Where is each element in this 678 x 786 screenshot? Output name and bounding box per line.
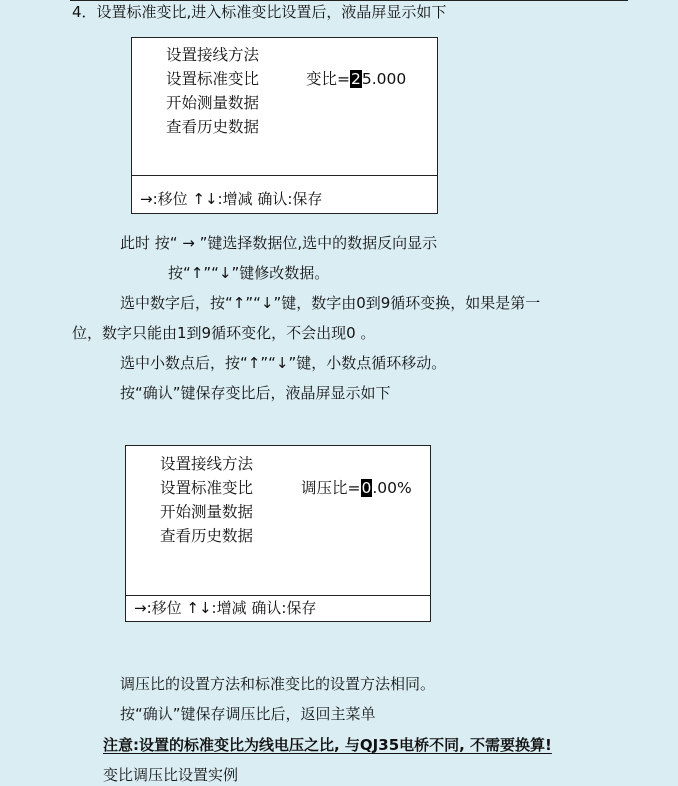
regulation-rest: .00%: [372, 479, 412, 497]
lcd-screen-ratio: [131, 37, 438, 214]
ratio-rest: 5.000: [361, 70, 407, 88]
menu-item-measure: 开始测量数据: [160, 503, 254, 521]
ratio-value: [306, 67, 406, 91]
paragraph-decimal: 选中小数点后，按“↑”“↓”键，小数点循环移动。: [120, 354, 447, 372]
lcd-menu: [166, 43, 259, 139]
lcd-key-hint: →:移位 ↑↓:增减 确认:保存: [134, 599, 317, 617]
paragraph-save: 按“确认”键保存变比后，液晶屏显示如下: [120, 384, 391, 402]
section-heading: 4．设置标准变比,进入标准变比设置后，液晶屏显示如下: [72, 3, 447, 21]
menu-item-measure: 开始测量数据: [166, 94, 260, 112]
regulation-label: 调压比=: [301, 479, 361, 497]
paragraph-digit-cycle-1: 选中数字后，按“↑”“↓”键，数字由0到9循环变换，如果是第一: [120, 294, 541, 312]
paragraph-modify: 按“↑”“↓”键修改数据。: [168, 264, 330, 282]
menu-item-ratio: 设置标准变比: [160, 479, 254, 497]
paragraph-same-method: 调压比的设置方法和标准变比的设置方法相同。: [120, 675, 436, 693]
menu-item-history: 查看历史数据: [160, 527, 254, 545]
example-caption: 变比调压比设置实例: [103, 766, 239, 784]
menu-item-wiring: 设置接线方法: [166, 46, 260, 64]
regulation-value: [301, 476, 412, 500]
paragraph-digit-cycle-2: 位，数字只能由1到9循环变化，不会出现0 。: [72, 324, 376, 342]
menu-item-wiring: 设置接线方法: [160, 455, 254, 473]
lcd-screen-regulation: [125, 445, 431, 622]
note-warning: 注意:设置的标准变比为线电压之比, 与QJ35电桥不同, 不需要换算!: [103, 736, 552, 754]
paragraph-select-digit: 此时 按“ → ”键选择数据位,选中的数据反向显示: [120, 234, 438, 252]
lcd-divider: [132, 175, 437, 176]
top-rule: [70, 0, 628, 1]
lcd-divider: [126, 595, 430, 596]
lcd-menu: [160, 452, 253, 548]
selected-digit: 0: [361, 479, 372, 497]
menu-item-history: 查看历史数据: [166, 118, 260, 136]
lcd-key-hint: →:移位 ↑↓:增减 确认:保存: [140, 190, 323, 208]
ratio-label: 变比=: [306, 70, 350, 88]
paragraph-return-menu: 按“确认”键保存调压比后，返回主菜单: [120, 705, 376, 723]
selected-digit: 2: [351, 70, 361, 88]
menu-item-ratio: 设置标准变比: [166, 70, 260, 88]
